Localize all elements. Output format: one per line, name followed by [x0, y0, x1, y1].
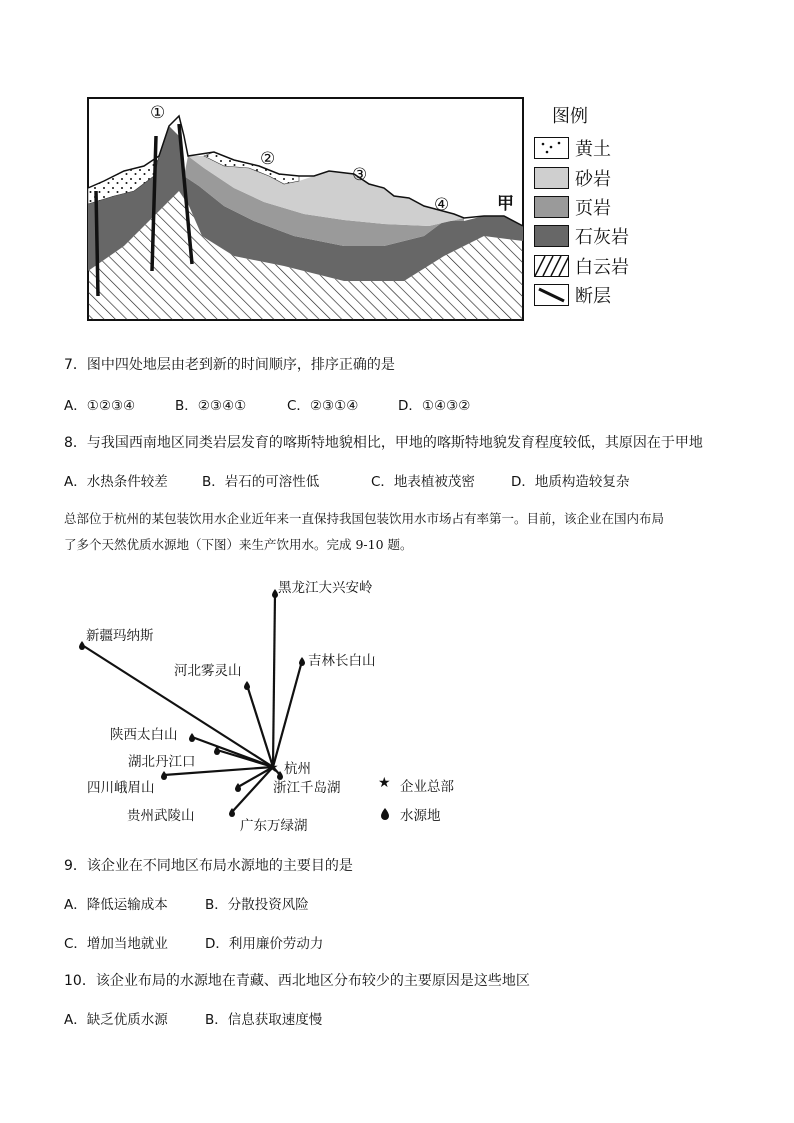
label-guangdong: 广东万绿湖	[240, 818, 308, 834]
legend-drop-icon	[380, 806, 390, 825]
question-8-option-b: B．岩石的可溶性低	[202, 474, 320, 490]
legend-swatch-dolomite	[534, 255, 569, 277]
question-8-stem: 8．与我国西南地区同类岩层发育的喀斯特地貌相比，甲地的喀斯特地貌发育程度较低，其原因在于甲地	[64, 435, 703, 451]
question-9-option-a: A．降低运输成本	[64, 897, 168, 913]
question-9-stem: 9．该企业在不同地区布局水源地的主要目的是	[64, 858, 353, 874]
label-xinjiang: 新疆玛纳斯	[86, 628, 154, 644]
legend-source-label: 水源地	[400, 808, 441, 824]
question-9-option-b: B．分散投资风险	[205, 897, 309, 913]
source-marker-hebei	[244, 681, 250, 690]
marker-4: ④	[434, 195, 450, 215]
legend-swatch-loess	[534, 137, 569, 159]
marker-3: ③	[352, 165, 368, 185]
fault-line-1	[96, 191, 98, 296]
question-8-option-a: A．水热条件较差	[64, 474, 168, 490]
label-hebei: 河北雾灵山	[174, 663, 242, 679]
legend-label-loess: 黄土	[575, 139, 611, 160]
source-marker-xinjiang	[79, 641, 85, 650]
legend-star-icon: ★	[378, 775, 391, 791]
route-jilin	[273, 661, 302, 767]
question-7-option-b: B．②③④①	[175, 398, 247, 414]
route-hebei	[247, 685, 273, 767]
legend-label-limestone: 石灰岩	[575, 227, 629, 248]
question-8-option-d: D．地质构造较复杂	[511, 474, 630, 490]
source-marker-jilin	[299, 657, 305, 666]
label-sichuan: 四川峨眉山	[87, 780, 155, 796]
geology-legend	[532, 100, 652, 315]
legend-label-fault: 断层	[575, 286, 611, 307]
label-shaanxi: 陕西太白山	[110, 727, 178, 743]
location-jia: 甲	[497, 194, 514, 214]
marker-1: ①	[150, 103, 166, 123]
hq-star-icon: ★	[266, 760, 279, 776]
question-9-option-c: C．增加当地就业	[64, 936, 168, 952]
question-9-option-d: D．利用廉价劳动力	[205, 936, 324, 952]
source-marker-shaanxi	[189, 733, 195, 742]
marker-2: ②	[260, 149, 276, 169]
legend-swatch-sandstone	[534, 167, 569, 189]
legend-swatch-limestone	[534, 225, 569, 247]
label-heilongjiang: 黑龙江大兴安岭	[278, 580, 373, 596]
question-7-option-a: A．①②③④	[64, 398, 136, 414]
label-hubei: 湖北丹江口	[128, 754, 196, 770]
route-hubei	[217, 750, 273, 767]
legend-label-sandstone: 砂岩	[575, 169, 611, 190]
source-marker-guangdong	[235, 783, 241, 792]
map-legend	[378, 772, 488, 832]
question-10-stem: 10．该企业布局的水源地在青藏、西北地区分布较少的主要原因是这些地区	[64, 973, 530, 989]
legend-hq-label: 企业总部	[400, 779, 454, 795]
legend-swatch-fault	[534, 284, 569, 306]
intro-line-2: 了多个天然优质水源地（下图）来生产饮用水。完成 9-10 题。	[64, 537, 413, 552]
label-guizhou: 贵州武陵山	[127, 808, 195, 824]
question-7-stem: 7．图中四处地层由老到新的时间顺序，排序正确的是	[64, 357, 395, 373]
label-zhejiang: 浙江千岛湖	[273, 780, 341, 796]
question-7-option-c: C．②③①④	[287, 398, 359, 414]
route-heilongjiang	[273, 593, 275, 767]
legend-title: 图例	[552, 106, 588, 127]
legend-label-shale: 页岩	[575, 198, 611, 219]
question-10-option-b: B．信息获取速度慢	[205, 1012, 323, 1028]
legend-label-dolomite: 白云岩	[575, 257, 629, 278]
intro-line-1: 总部位于杭州的某包装饮用水企业近年来一直保持我国包装饮用水市场占有率第一。目前，该企业在国内布局	[64, 511, 665, 526]
label-jilin: 吉林长白山	[308, 653, 376, 669]
label-hangzhou: 杭州	[284, 761, 311, 777]
question-8-option-c: C．地表植被茂密	[371, 474, 475, 490]
question-7-option-d: D．①④③②	[398, 398, 471, 414]
source-marker-sichuan	[161, 771, 167, 780]
legend-swatch-shale	[534, 196, 569, 218]
question-10-option-a: A．缺乏优质水源	[64, 1012, 168, 1028]
